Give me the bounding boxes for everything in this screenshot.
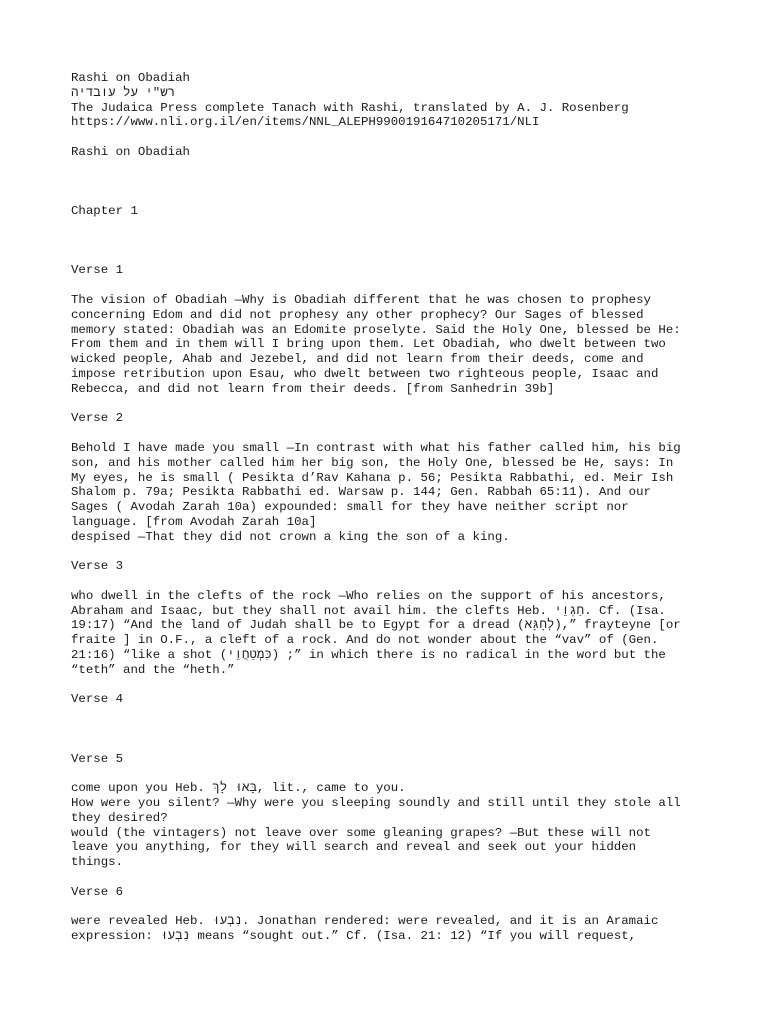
commentary-line: would (the vintagers) not leave over some gleaning grapes? —But these will not xyxy=(71,825,651,840)
commentary-line: expression: נִבְעוּ means “sought out.” Cf. (Isa. 21: 12) “If you will request, xyxy=(71,929,637,944)
verse-heading: Verse 1 xyxy=(71,263,124,278)
spacer xyxy=(71,130,711,145)
spacer xyxy=(71,900,711,915)
verse-heading: Verse 6 xyxy=(71,884,124,899)
translation-credit: The Judaica Press complete Tanach with Rashi, translated by A. J. Rosenberg xyxy=(71,100,629,115)
hebrew-title: רש"י על עובדיה xyxy=(71,85,176,100)
spacer xyxy=(71,574,711,589)
commentary-line: were revealed Heb. נִבְעוּ. Jonathan rendered: were revealed, and it is an Aramaic xyxy=(71,914,659,929)
commentary-line: Rebecca, and did not learn from their deeds. [from Sanhedrin 39b] xyxy=(71,381,555,396)
chapter-heading: Chapter 1 xyxy=(71,204,138,219)
commentary-line: How were you silent? —Why were you sleeping soundly and still until they stole all xyxy=(71,796,681,811)
spacer xyxy=(71,397,711,412)
commentary-line: things. xyxy=(71,855,124,870)
commentary-line: son, and his mother called him her big son, the Holy One, blessed be He, says: In xyxy=(71,455,674,470)
verse-section xyxy=(71,692,711,751)
commentary-line: The vision of Obadiah —Why is Obadiah different that he was chosen to prophesy xyxy=(71,292,651,307)
document-title: Rashi on Obadiah xyxy=(71,71,190,85)
commentary-line: language. [from Avodah Zarah 10a] xyxy=(71,514,317,529)
commentary-line: Shalom p. 79a; Pesikta Rabbathi ed. Warsaw p. 144; Gen. Rabbah 65:11). And our xyxy=(71,485,651,500)
commentary-line: From them and in them will I bring upon them. Let Obadiah, who dwelt between two xyxy=(71,337,666,352)
verse-heading: Verse 5 xyxy=(71,751,124,766)
verse-heading: Verse 4 xyxy=(71,692,124,707)
spacer xyxy=(71,160,711,175)
commentary-line: fraite ] in O.F., a cleft of a rock. And do not wonder about the “vav” of (Gen. xyxy=(71,633,659,648)
commentary-line: memory stated: Obadiah was an Edomite proselyte. Said the Holy One, blessed be He: xyxy=(71,322,681,337)
verse-commentary xyxy=(71,441,711,545)
commentary-line: 19:17) “And the land of Judah shall be to Egypt for a dread (לְחָגָּא),” frayteyne [or xyxy=(71,618,681,633)
spacer xyxy=(71,189,711,204)
commentary-line: leave you anything, for they will search and reveal and seek out your hidden xyxy=(71,840,637,855)
spacer xyxy=(71,278,711,293)
spacer xyxy=(71,766,711,781)
verse-section xyxy=(71,752,711,885)
verse-heading: Verse 3 xyxy=(71,559,124,574)
verse-section xyxy=(71,411,711,559)
document-header xyxy=(71,71,711,204)
spacer xyxy=(71,722,711,737)
verse-commentary xyxy=(71,914,711,944)
commentary-line: who dwell in the clefts of the rock —Who relies on the support of his ancestors, xyxy=(71,588,666,603)
verse-commentary xyxy=(71,293,711,397)
spacer xyxy=(71,707,711,722)
spacer xyxy=(71,175,711,190)
spacer xyxy=(71,737,711,752)
commentary-line: come upon you Heb. בָּאוּ לָךְ, lit., came to you. xyxy=(71,781,406,796)
verse-heading: Verse 2 xyxy=(71,411,124,426)
commentary-line: Behold I have made you small —In contrast with what his father called him, his big xyxy=(71,440,681,455)
source-url: https://www.nli.org.il/en/items/NNL_ALEPH990019164710205171/NLI xyxy=(71,115,540,130)
spacer xyxy=(71,219,711,234)
verse-section xyxy=(71,885,711,944)
document-subtitle: Rashi on Obadiah xyxy=(71,144,190,159)
commentary-line: My eyes, he is small ( Pesikta d’Rav Kahana p. 56; Pesikta Rabbathi, ed. Meir Ish xyxy=(71,470,674,485)
commentary-line: Abraham and Isaac, but they shall not avail him. the clefts Heb. חַגְוֵי. Cf. (Isa. xyxy=(71,603,666,618)
commentary-line: Sages ( Avodah Zarah 10a) expounded: small for they have neither script nor xyxy=(71,500,629,515)
spacer xyxy=(71,426,711,441)
spacer xyxy=(71,234,711,249)
commentary-line: wicked people, Ahab and Jezebel, and did not learn from their deeds, come and xyxy=(71,352,644,367)
verse-commentary xyxy=(71,589,711,678)
commentary-line: they desired? xyxy=(71,810,168,825)
commentary-line: despised —That they did not crown a king the son of a king. xyxy=(71,529,510,544)
commentary-line: 21:16) “like a shot (כִּמְטַחֲוֵי) ;” in which there is no radical in the word but the xyxy=(71,648,666,663)
commentary-line: concerning Edom and did not prophesy any other prophecy? Our Sages of blessed xyxy=(71,307,644,322)
spacer xyxy=(71,249,711,264)
verse-section xyxy=(71,263,711,411)
spacer xyxy=(71,870,711,885)
commentary-line: impose retribution upon Esau, who dwelt between two righteous people, Isaac and xyxy=(71,366,659,381)
commentary-line: “teth” and the “heth.” xyxy=(71,662,235,677)
spacer xyxy=(71,678,711,693)
document-page xyxy=(71,71,711,944)
spacer xyxy=(71,545,711,560)
verse-commentary xyxy=(71,781,711,870)
verse-section xyxy=(71,559,711,692)
